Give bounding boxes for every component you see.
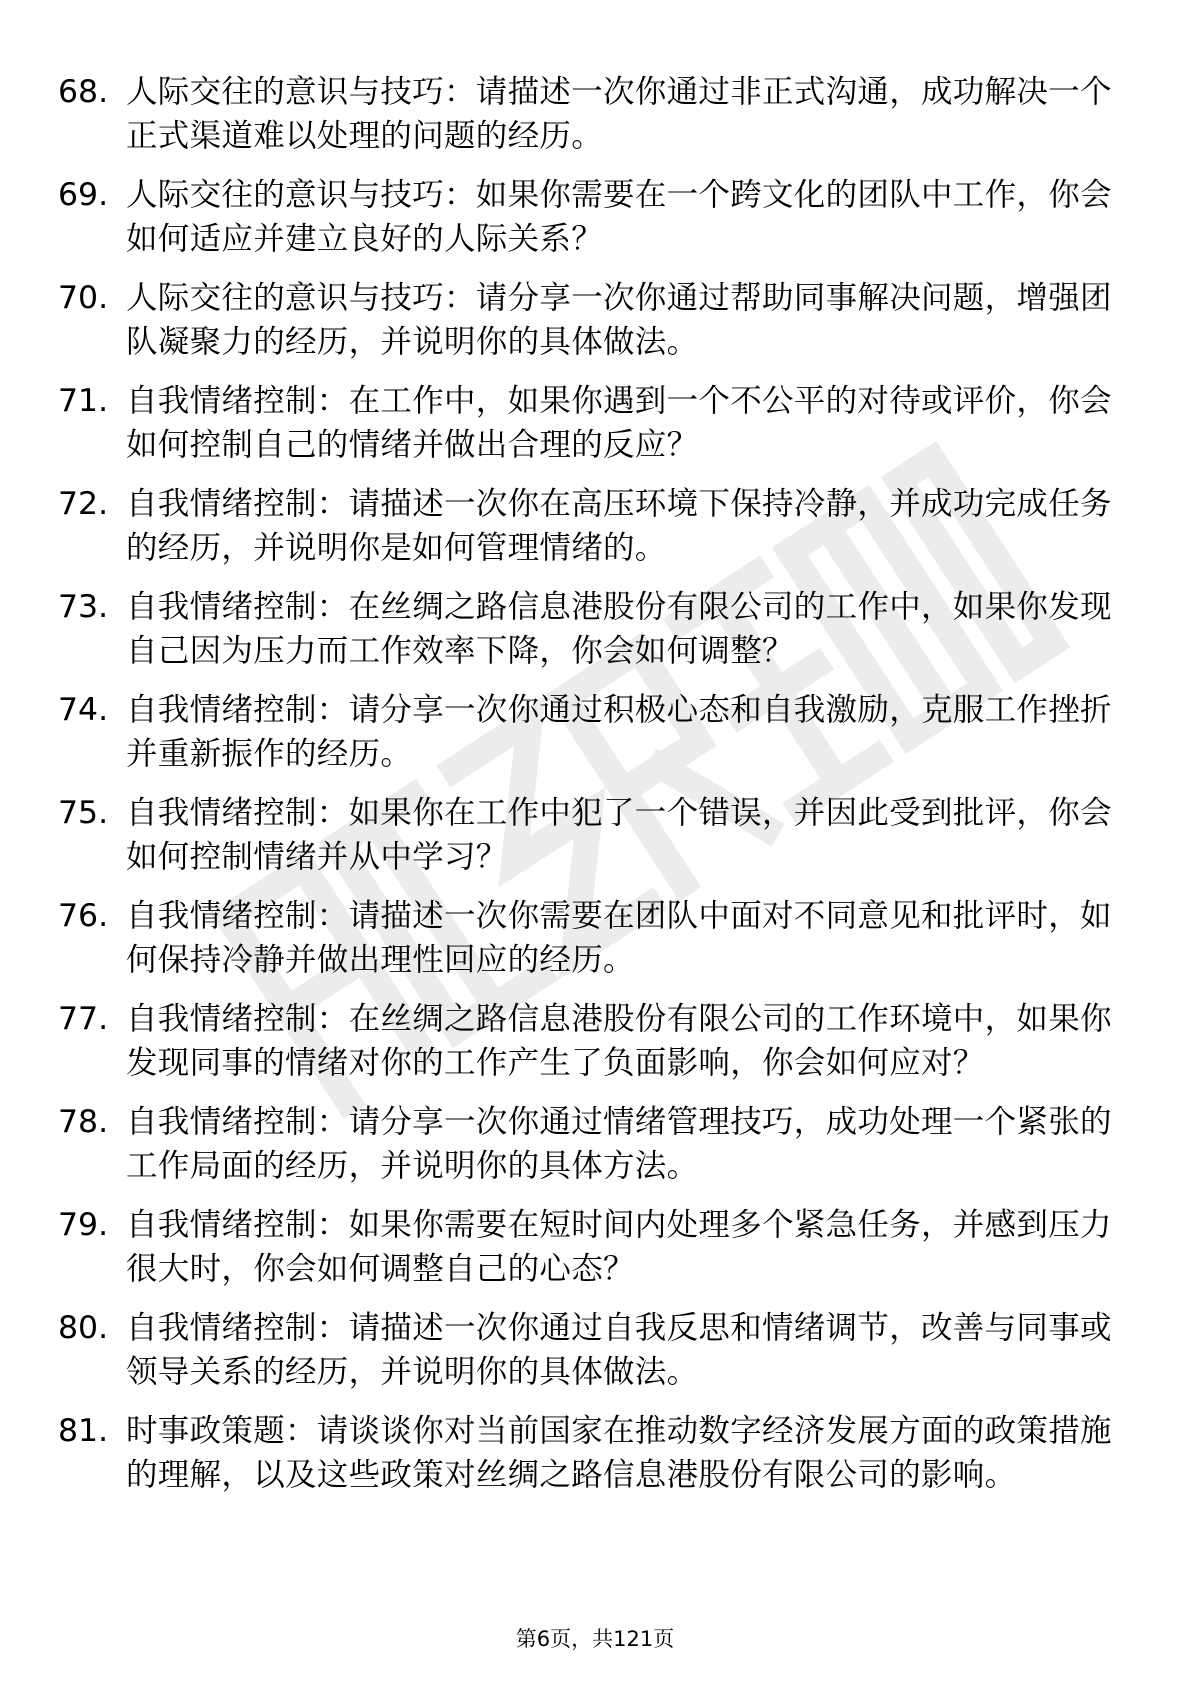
question-text: 自我情绪控制：请描述一次你通过自我反思和情绪调节，改善与同事或领导关系的经历，并说明你的具体做法。 (126, 1310, 1112, 1390)
question-number: 72. (58, 486, 109, 522)
question-list (58, 70, 1118, 1512)
question-number: 70. (58, 280, 109, 316)
question-number: 71. (58, 383, 109, 419)
question-text: 人际交往的意识与技巧：如果你需要在一个跨文化的团队中工作，你会如何适应并建立良好的人际关系？ (126, 177, 1112, 257)
question-text: 自我情绪控制：在工作中，如果你遇到一个不公平的对待或评价，你会如何控制自己的情绪并做出合理的反应？ (126, 383, 1112, 463)
question-item (58, 791, 1118, 879)
question-item (58, 276, 1118, 364)
question-text: 时事政策题：请谈谈你对当前国家在推动数字经济发展方面的政策措施的理解，以及这些政策对丝绸之路信息港股份有限公司的影响。 (126, 1413, 1112, 1493)
question-text: 自我情绪控制：请分享一次你通过情绪管理技巧，成功处理一个紧张的工作局面的经历，并说明你的具体方法。 (126, 1104, 1112, 1184)
question-text: 人际交往的意识与技巧：请描述一次你通过非正式沟通，成功解决一个正式渠道难以处理的问题的经历。 (126, 74, 1112, 154)
page-footer (0, 1624, 1190, 1654)
question-item (58, 688, 1118, 776)
question-text: 自我情绪控制：如果你需要在短时间内处理多个紧急任务，并感到压力很大时，你会如何调整自己的心态？ (126, 1207, 1112, 1287)
question-number: 77. (58, 1001, 109, 1037)
question-item (58, 379, 1118, 467)
question-item (58, 997, 1118, 1085)
question-number: 68. (58, 74, 109, 110)
question-number: 74. (58, 692, 109, 728)
question-item (58, 894, 1118, 982)
page-number-label: 第6页，共121页 (515, 1627, 675, 1651)
question-number: 73. (58, 589, 109, 625)
question-number: 78. (58, 1104, 109, 1140)
question-text: 自我情绪控制：请描述一次你需要在团队中面对不同意见和批评时，如何保持冷静并做出理性回应的经历。 (126, 898, 1112, 978)
question-number: 81. (58, 1413, 109, 1449)
question-item (58, 1306, 1118, 1394)
question-number: 75. (58, 795, 109, 831)
question-item (58, 1100, 1118, 1188)
question-text: 人际交往的意识与技巧：请分享一次你通过帮助同事解决问题，增强团队凝聚力的经历，并说明你的具体做法。 (126, 280, 1112, 360)
question-item (58, 70, 1118, 158)
question-number: 76. (58, 898, 109, 934)
question-item (58, 1203, 1118, 1291)
question-item (58, 585, 1118, 673)
question-item (58, 173, 1118, 261)
question-text: 自我情绪控制：请描述一次你在高压环境下保持冷静，并成功完成任务的经历，并说明你是如何管理情绪的。 (126, 486, 1112, 566)
question-text: 自我情绪控制：在丝绸之路信息港股份有限公司的工作中，如果你发现自己因为压力而工作效率下降，你会如何调整？ (126, 589, 1112, 669)
question-number: 80. (58, 1310, 109, 1346)
question-item (58, 1409, 1118, 1497)
question-number: 69. (58, 177, 109, 213)
question-number: 79. (58, 1207, 109, 1243)
question-text: 自我情绪控制：如果你在工作中犯了一个错误，并因此受到批评，你会如何控制情绪并从中学习？ (126, 795, 1112, 875)
question-text: 自我情绪控制：在丝绸之路信息港股份有限公司的工作环境中，如果你发现同事的情绪对你的工作产生了负面影响，你会如何应对？ (126, 1001, 1112, 1081)
question-text: 自我情绪控制：请分享一次你通过积极心态和自我激励，克服工作挫折并重新振作的经历。 (126, 692, 1112, 772)
question-item (58, 482, 1118, 570)
